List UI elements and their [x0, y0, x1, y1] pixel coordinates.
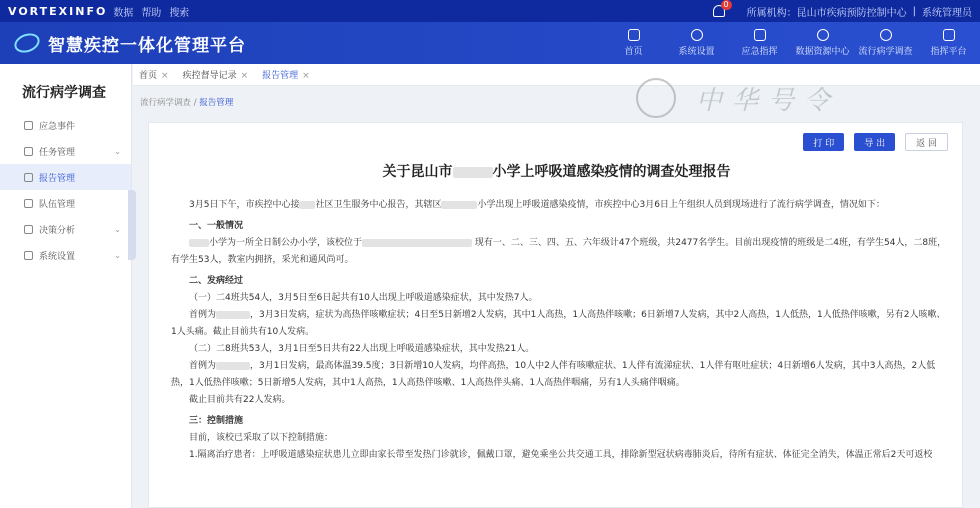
nav-emergency[interactable]: 应急指挥: [728, 22, 791, 64]
topbar-link-help[interactable]: 帮助: [141, 7, 162, 19]
user-menu[interactable]: 系统管理员: [922, 7, 972, 19]
sidebar: [0, 64, 132, 508]
watermark: [636, 78, 956, 118]
brand-logo: VORTEXINFO: [8, 4, 108, 18]
breadcrumb-current: 报告管理: [199, 98, 234, 108]
emergency-icon: [754, 29, 766, 41]
export-button[interactable]: 导 出: [854, 133, 895, 151]
sidebar-item-tasks[interactable]: 任务管理 ⌄: [0, 138, 131, 164]
report-paragraph: （一）二4班共54人，3月5日至6日起共有10人出现上呼吸道感染症状，其中发热7人。: [189, 293, 538, 303]
sidebar-item-emergency[interactable]: 应急事件: [0, 112, 131, 138]
report-paragraph: 截止目前共有22人发病。: [189, 395, 291, 405]
team-icon: [24, 199, 33, 208]
redacted-text: [453, 167, 493, 178]
breadcrumb: 流行病学调查 / 报告管理: [140, 98, 234, 108]
sidebar-collapse-handle[interactable]: [128, 190, 136, 260]
report-paragraph: 3月5日下午，市疾控中心接 社区卫生服务中心报告，其辖区 小学出现上呼吸道感染疫情，市疾控中心3月6日上午组织人员到现场进行了流行病学调查，情况如下：: [189, 200, 885, 210]
app-logo: [0, 31, 246, 56]
bell-icon[interactable]: [713, 0, 729, 17]
notification-badge: 0: [721, 0, 732, 10]
epidemiology-icon: [880, 29, 892, 41]
report-paragraph: 1.隔离治疗患者：上呼吸道感染症状患儿立即由家长带至发热门诊就诊，佩戴口罩，避免乘坐公共交通工具，排除新型冠状病毒肺炎后，待所有症状、体征完全消失，体温正常后2天可返校: [189, 450, 933, 460]
app-header: [0, 22, 980, 64]
watermark-text: 中华号令: [696, 85, 841, 116]
report-paragraph: 小学为一所全日制公办小学，该校位于 现有一、二、三、四、五、六年级计47个班级，共2477名学生。目前出现疫情的班级是二4班，有学生54人，二8班，有学生53人，教室内拥挤，采光和通风尚可。: [171, 238, 947, 265]
section-heading: 二、发病经过: [189, 276, 244, 286]
chevron-down-icon: ⌄: [114, 146, 121, 156]
breadcrumb-parent[interactable]: 流行病学调查: [140, 98, 192, 108]
nav-settings[interactable]: 系统设置: [665, 22, 728, 64]
report-icon: [24, 173, 33, 182]
sidebar-item-settings[interactable]: 系统设置 ⌄: [0, 242, 131, 268]
close-icon[interactable]: ×: [161, 71, 169, 81]
home-icon: [628, 29, 640, 41]
action-bar: [803, 133, 948, 151]
nav-home[interactable]: 首页: [602, 22, 665, 64]
analysis-icon: [24, 225, 33, 234]
sidebar-item-teams[interactable]: 队伍管理: [0, 190, 131, 216]
report-paragraph: 首例为 ，3月3日发病，症状为高热伴咳嗽症状；4日至5日新增2人发病，其中1人高热，1人高热伴咳嗽；6日新增7人发病，其中2人高热，1人低热，1人低热伴咳嗽，另有2人咳嗽、1人头痛。截止目前共有10人发病。: [171, 310, 946, 337]
close-icon[interactable]: ×: [240, 71, 249, 81]
topbar-link-data[interactable]: 数据: [113, 7, 134, 19]
section-heading: 三：控制措施: [189, 416, 244, 426]
tab-supervision[interactable]: 疾控督导记录 ×: [182, 71, 249, 81]
chevron-down-icon: ⌄: [114, 250, 121, 260]
chevron-down-icon: ⌄: [114, 224, 121, 234]
task-icon: [24, 147, 33, 156]
section-heading: 一、一般情况: [189, 221, 244, 231]
org-label: 所属机构：昆山市疾病预防控制中心: [746, 7, 907, 19]
sidebar-item-analysis[interactable]: 决策分析 ⌄: [0, 216, 131, 242]
command-icon: [943, 29, 955, 41]
app-title: 智慧疾控一体化管理平台: [48, 35, 246, 56]
logo-icon: [12, 30, 43, 56]
back-button[interactable]: 返 回: [905, 133, 948, 151]
event-icon: [24, 121, 33, 130]
nav-data-center[interactable]: 数据资源中心: [791, 22, 854, 64]
top-bar: VORTEXINFO 数据 帮助 搜索 0 所属机构：昆山市疾病预防控制中心 | 系统管理员: [0, 0, 980, 22]
data-center-icon: [817, 29, 829, 41]
tab-reports[interactable]: 报告管理 ×: [262, 71, 310, 81]
topbar-link-search[interactable]: 搜索: [169, 7, 190, 19]
report-body: [171, 197, 951, 464]
report-card: [148, 122, 963, 508]
sidebar-title: 流行病学调查: [22, 85, 106, 101]
report-paragraph: （二）二8班共53人，3月1日至5日共有22人出现上呼吸道感染症状，其中发热21人。: [189, 344, 535, 354]
sidebar-item-reports[interactable]: 报告管理: [0, 164, 131, 190]
settings-icon: [24, 251, 33, 260]
tab-home[interactable]: 首页 ×: [139, 71, 169, 81]
report-paragraph: 首例为 ，3月1日发病，最高体温39.5度；3日新增10人发病，均伴高热，10人中2人伴有咳嗽症状、1人伴有流涕症状、1人伴有呕吐症状；4日新增6人发病，其中3人高热，2人低热，1人低热伴咳嗽；5日新增5人发病，其中1人高热，1人高热伴咳嗽、1人高热伴头痛、1人高热伴咽痛，另有1人头痛伴咽痛。: [171, 361, 936, 388]
settings-icon: [691, 29, 703, 41]
print-button[interactable]: 打 印: [803, 133, 844, 151]
top-nav: [602, 22, 980, 64]
report-title: 关于昆山市 小学上呼吸道感染疫情的调查处理报告: [382, 164, 731, 180]
nav-command[interactable]: 指挥平台: [917, 22, 980, 64]
nav-epidemiology[interactable]: 流行病学调查: [854, 22, 917, 64]
close-icon[interactable]: ×: [302, 71, 310, 81]
report-paragraph: 目前，该校已采取了以下控制措施：: [189, 433, 334, 443]
seal-icon: [636, 78, 676, 118]
